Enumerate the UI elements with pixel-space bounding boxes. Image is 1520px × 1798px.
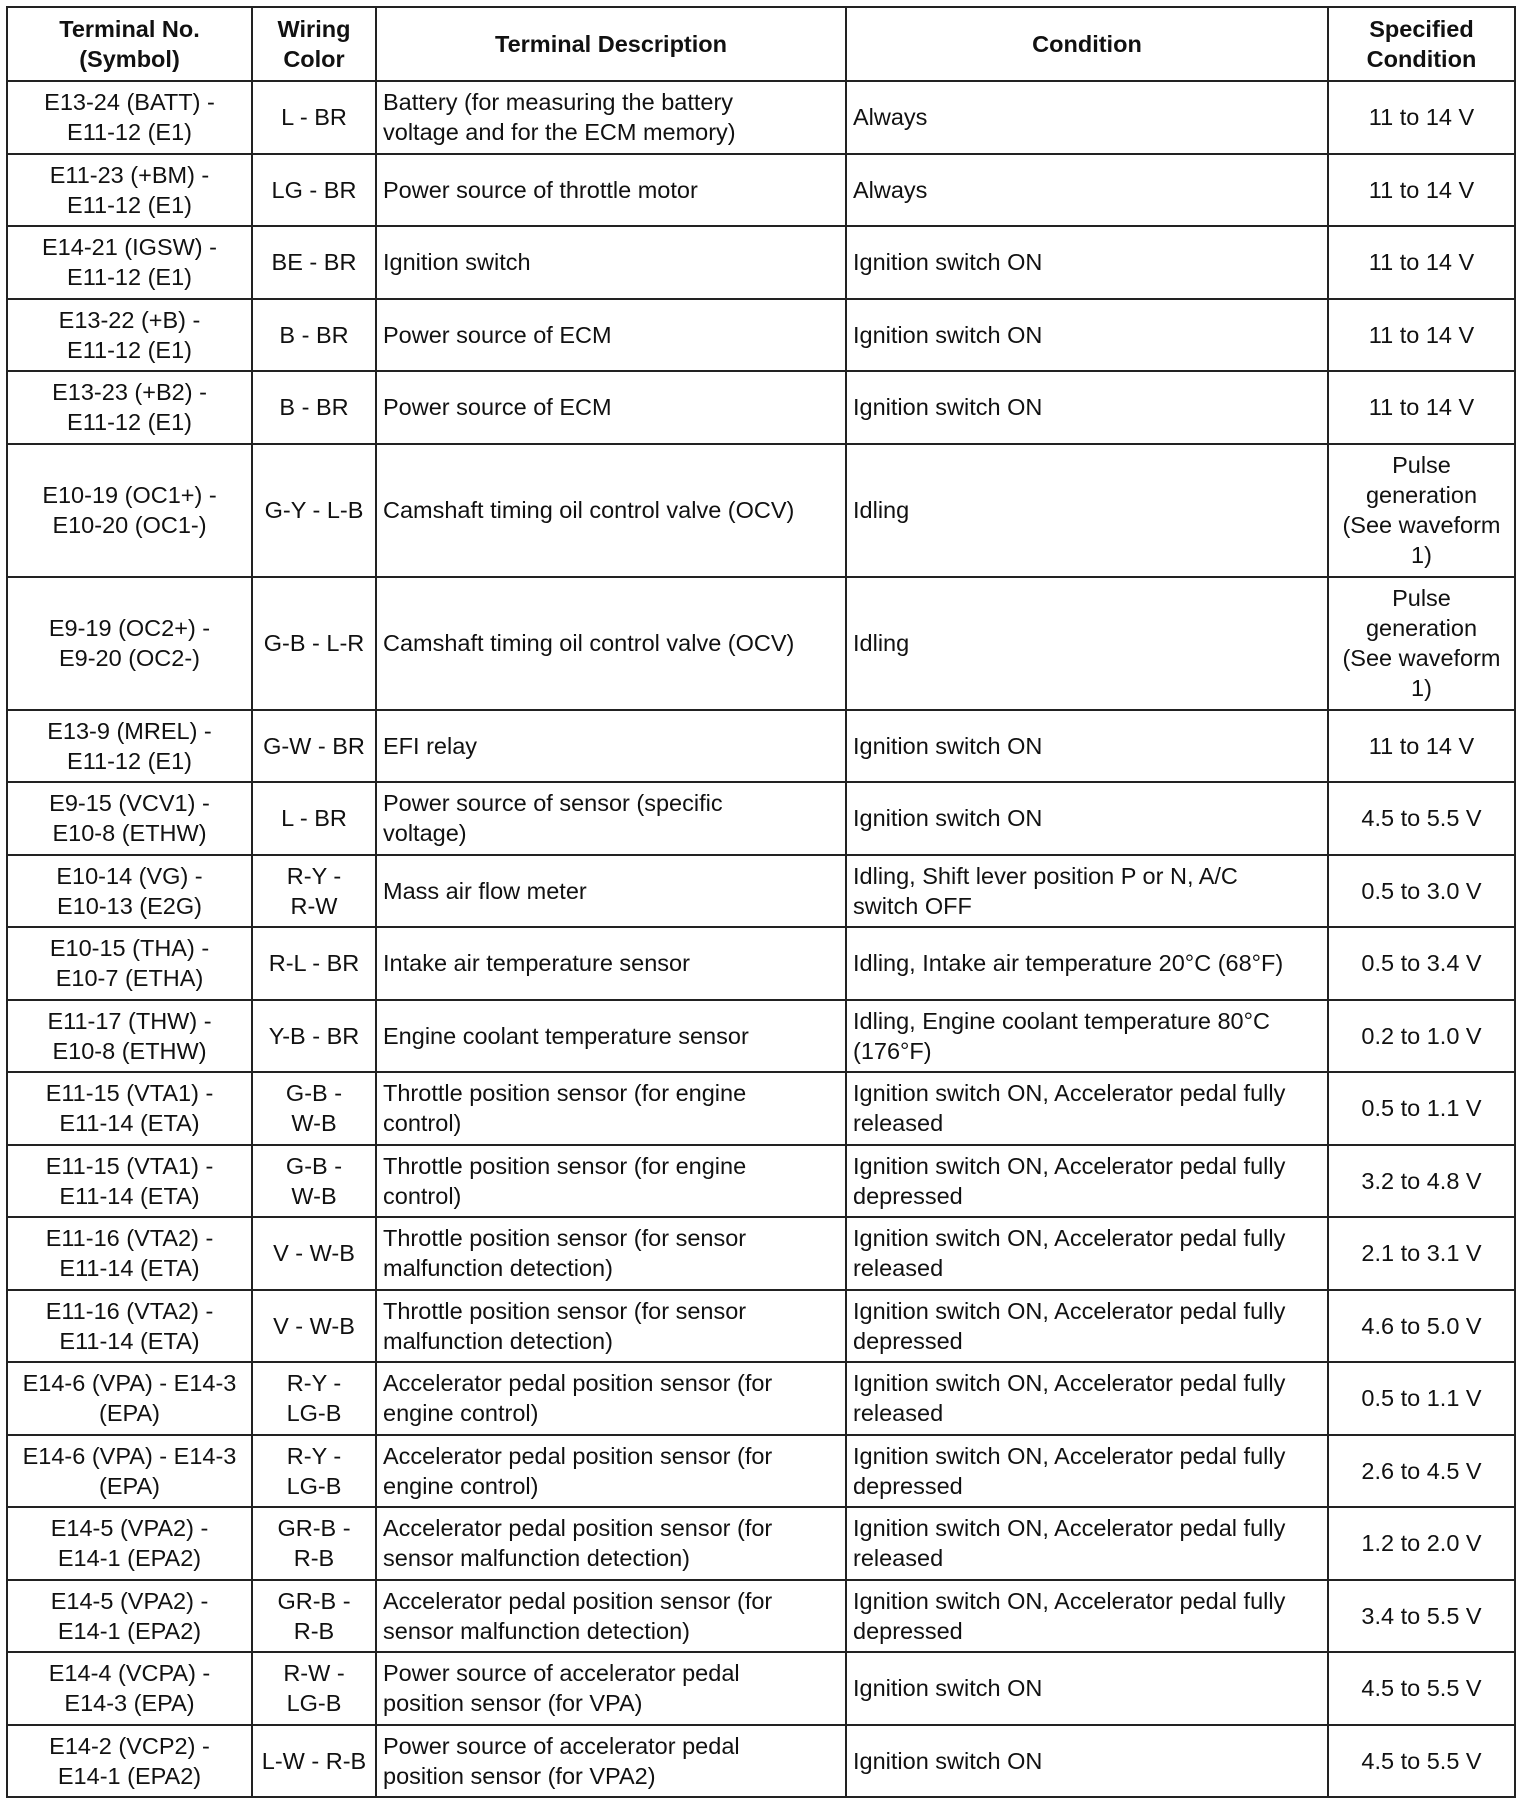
cell-description: Power source of accelerator pedal position sensor (for VPA2) [376, 1725, 846, 1798]
cell-description: Accelerator pedal position sensor (for sensor malfunction detection) [376, 1580, 846, 1653]
table-row [7, 855, 1515, 928]
cell-description: Camshaft timing oil control valve (OCV) [376, 577, 846, 710]
table-row [7, 1652, 1515, 1725]
table-row [7, 371, 1515, 444]
table-row [7, 81, 1515, 154]
table-row [7, 577, 1515, 710]
cell-terminal: E14-5 (VPA2) - E14-1 (EPA2) [7, 1507, 252, 1580]
cell-terminal: E11-23 (+BM) - E11-12 (E1) [7, 154, 252, 227]
table-row [7, 1072, 1515, 1145]
cell-wiring: L-W - R-B [252, 1725, 376, 1798]
cell-specified: 11 to 14 V [1328, 81, 1515, 154]
cell-terminal: E14-21 (IGSW) - E11-12 (E1) [7, 226, 252, 299]
terminal-table-container [6, 6, 1516, 1798]
cell-wiring: R-Y - R-W [252, 855, 376, 928]
cell-terminal: E11-15 (VTA1) - E11-14 (ETA) [7, 1072, 252, 1145]
cell-condition: Ignition switch ON, Accelerator pedal fully depressed [846, 1580, 1328, 1653]
cell-condition: Ignition switch ON, Accelerator pedal fully depressed [846, 1435, 1328, 1508]
cell-description: Engine coolant temperature sensor [376, 1000, 846, 1073]
table-row [7, 1145, 1515, 1218]
cell-wiring: G-B - W-B [252, 1145, 376, 1218]
cell-specified: 4.5 to 5.5 V [1328, 1652, 1515, 1725]
cell-specified: 11 to 14 V [1328, 299, 1515, 372]
table-row [7, 226, 1515, 299]
cell-condition: Ignition switch ON [846, 1652, 1328, 1725]
cell-condition: Ignition switch ON, Accelerator pedal fully released [846, 1507, 1328, 1580]
cell-condition: Always [846, 81, 1328, 154]
table-row [7, 154, 1515, 227]
cell-wiring: L - BR [252, 782, 376, 855]
cell-specified: 0.2 to 1.0 V [1328, 1000, 1515, 1073]
cell-wiring: G-W - BR [252, 710, 376, 783]
terminal-table [6, 6, 1516, 1798]
cell-condition: Idling [846, 444, 1328, 577]
cell-terminal: E9-15 (VCV1) - E10-8 (ETHW) [7, 782, 252, 855]
cell-condition: Ignition switch ON [846, 710, 1328, 783]
cell-description: Battery (for measuring the battery voltage and for the ECM memory) [376, 81, 846, 154]
table-row [7, 1362, 1515, 1435]
cell-wiring: G-B - L-R [252, 577, 376, 710]
cell-terminal: E14-4 (VCPA) - E14-3 (EPA) [7, 1652, 252, 1725]
cell-specified: 1.2 to 2.0 V [1328, 1507, 1515, 1580]
header-description: Terminal Description [376, 7, 846, 81]
cell-wiring: R-Y - LG-B [252, 1362, 376, 1435]
cell-condition: Ignition switch ON, Accelerator pedal fully released [846, 1072, 1328, 1145]
cell-wiring: V - W-B [252, 1290, 376, 1363]
header-terminal: Terminal No. (Symbol) [7, 7, 252, 81]
table-row [7, 1725, 1515, 1798]
cell-specified: 0.5 to 1.1 V [1328, 1072, 1515, 1145]
cell-terminal: E11-17 (THW) - E10-8 (ETHW) [7, 1000, 252, 1073]
cell-specified: 0.5 to 1.1 V [1328, 1362, 1515, 1435]
cell-terminal: E13-9 (MREL) - E11-12 (E1) [7, 710, 252, 783]
cell-specified: 11 to 14 V [1328, 154, 1515, 227]
cell-terminal: E10-19 (OC1+) - E10-20 (OC1-) [7, 444, 252, 577]
cell-condition: Idling [846, 577, 1328, 710]
table-row [7, 1000, 1515, 1073]
cell-wiring: BE - BR [252, 226, 376, 299]
cell-wiring: B - BR [252, 371, 376, 444]
cell-terminal: E14-6 (VPA) - E14-3 (EPA) [7, 1362, 252, 1435]
cell-condition: Ignition switch ON, Accelerator pedal fully depressed [846, 1290, 1328, 1363]
cell-terminal: E13-23 (+B2) - E11-12 (E1) [7, 371, 252, 444]
cell-description: Throttle position sensor (for sensor malfunction detection) [376, 1290, 846, 1363]
cell-terminal: E14-5 (VPA2) - E14-1 (EPA2) [7, 1580, 252, 1653]
cell-condition: Ignition switch ON [846, 299, 1328, 372]
cell-condition: Idling, Shift lever position P or N, A/C switch OFF [846, 855, 1328, 928]
cell-terminal: E9-19 (OC2+) - E9-20 (OC2-) [7, 577, 252, 710]
cell-wiring: G-B - W-B [252, 1072, 376, 1145]
cell-condition: Idling, Engine coolant temperature 80°C (176°F) [846, 1000, 1328, 1073]
table-row [7, 1290, 1515, 1363]
cell-specified: 4.5 to 5.5 V [1328, 1725, 1515, 1798]
cell-description: Throttle position sensor (for engine control) [376, 1145, 846, 1218]
cell-specified: 2.1 to 3.1 V [1328, 1217, 1515, 1290]
cell-specified: 11 to 14 V [1328, 371, 1515, 444]
table-row [7, 1435, 1515, 1508]
cell-wiring: V - W-B [252, 1217, 376, 1290]
cell-condition: Ignition switch ON, Accelerator pedal fully released [846, 1217, 1328, 1290]
cell-description: EFI relay [376, 710, 846, 783]
cell-description: Camshaft timing oil control valve (OCV) [376, 444, 846, 577]
header-wiring: Wiring Color [252, 7, 376, 81]
cell-specified: 3.2 to 4.8 V [1328, 1145, 1515, 1218]
cell-wiring: B - BR [252, 299, 376, 372]
cell-specified: 4.5 to 5.5 V [1328, 782, 1515, 855]
cell-wiring: L - BR [252, 81, 376, 154]
cell-specified: Pulse generation (See waveform 1) [1328, 577, 1515, 710]
cell-specified: 2.6 to 4.5 V [1328, 1435, 1515, 1508]
cell-condition: Ignition switch ON, Accelerator pedal fully depressed [846, 1145, 1328, 1218]
cell-condition: Ignition switch ON [846, 1725, 1328, 1798]
table-row [7, 782, 1515, 855]
cell-description: Intake air temperature sensor [376, 927, 846, 1000]
cell-description: Power source of accelerator pedal position sensor (for VPA) [376, 1652, 846, 1725]
cell-description: Accelerator pedal position sensor (for engine control) [376, 1435, 846, 1508]
header-row [7, 7, 1515, 81]
cell-terminal: E11-16 (VTA2) - E11-14 (ETA) [7, 1217, 252, 1290]
cell-specified: 3.4 to 5.5 V [1328, 1580, 1515, 1653]
cell-terminal: E10-14 (VG) - E10-13 (E2G) [7, 855, 252, 928]
cell-wiring: LG - BR [252, 154, 376, 227]
cell-terminal: E14-6 (VPA) - E14-3 (EPA) [7, 1435, 252, 1508]
table-row [7, 299, 1515, 372]
cell-description: Throttle position sensor (for engine control) [376, 1072, 846, 1145]
cell-wiring: R-L - BR [252, 927, 376, 1000]
cell-specified: 11 to 14 V [1328, 710, 1515, 783]
cell-wiring: R-W - LG-B [252, 1652, 376, 1725]
cell-specified: 4.6 to 5.0 V [1328, 1290, 1515, 1363]
table-row [7, 1217, 1515, 1290]
cell-description: Accelerator pedal position sensor (for sensor malfunction detection) [376, 1507, 846, 1580]
cell-condition: Ignition switch ON, Accelerator pedal fully released [846, 1362, 1328, 1435]
table-row [7, 927, 1515, 1000]
cell-terminal: E13-22 (+B) - E11-12 (E1) [7, 299, 252, 372]
cell-wiring: Y-B - BR [252, 1000, 376, 1073]
cell-description: Power source of throttle motor [376, 154, 846, 227]
cell-specified: 0.5 to 3.4 V [1328, 927, 1515, 1000]
cell-description: Accelerator pedal position sensor (for engine control) [376, 1362, 846, 1435]
cell-terminal: E11-15 (VTA1) - E11-14 (ETA) [7, 1145, 252, 1218]
cell-description: Power source of ECM [376, 299, 846, 372]
cell-wiring: GR-B - R-B [252, 1507, 376, 1580]
cell-description: Ignition switch [376, 226, 846, 299]
table-row [7, 1507, 1515, 1580]
header-specified: Specified Condition [1328, 7, 1515, 81]
table-row [7, 444, 1515, 577]
cell-specified: Pulse generation (See waveform 1) [1328, 444, 1515, 577]
cell-description: Power source of sensor (specific voltage) [376, 782, 846, 855]
cell-description: Mass air flow meter [376, 855, 846, 928]
cell-specified: 0.5 to 3.0 V [1328, 855, 1515, 928]
cell-wiring: G-Y - L-B [252, 444, 376, 577]
cell-condition: Ignition switch ON [846, 226, 1328, 299]
cell-terminal: E13-24 (BATT) - E11-12 (E1) [7, 81, 252, 154]
cell-terminal: E11-16 (VTA2) - E11-14 (ETA) [7, 1290, 252, 1363]
cell-wiring: R-Y - LG-B [252, 1435, 376, 1508]
cell-description: Throttle position sensor (for sensor malfunction detection) [376, 1217, 846, 1290]
cell-condition: Always [846, 154, 1328, 227]
table-row [7, 710, 1515, 783]
table-row [7, 1580, 1515, 1653]
cell-wiring: GR-B - R-B [252, 1580, 376, 1653]
cell-specified: 11 to 14 V [1328, 226, 1515, 299]
header-condition: Condition [846, 7, 1328, 81]
cell-terminal: E10-15 (THA) - E10-7 (ETHA) [7, 927, 252, 1000]
cell-condition: Idling, Intake air temperature 20°C (68°F) [846, 927, 1328, 1000]
cell-condition: Ignition switch ON [846, 371, 1328, 444]
cell-terminal: E14-2 (VCP2) - E14-1 (EPA2) [7, 1725, 252, 1798]
cell-description: Power source of ECM [376, 371, 846, 444]
cell-condition: Ignition switch ON [846, 782, 1328, 855]
